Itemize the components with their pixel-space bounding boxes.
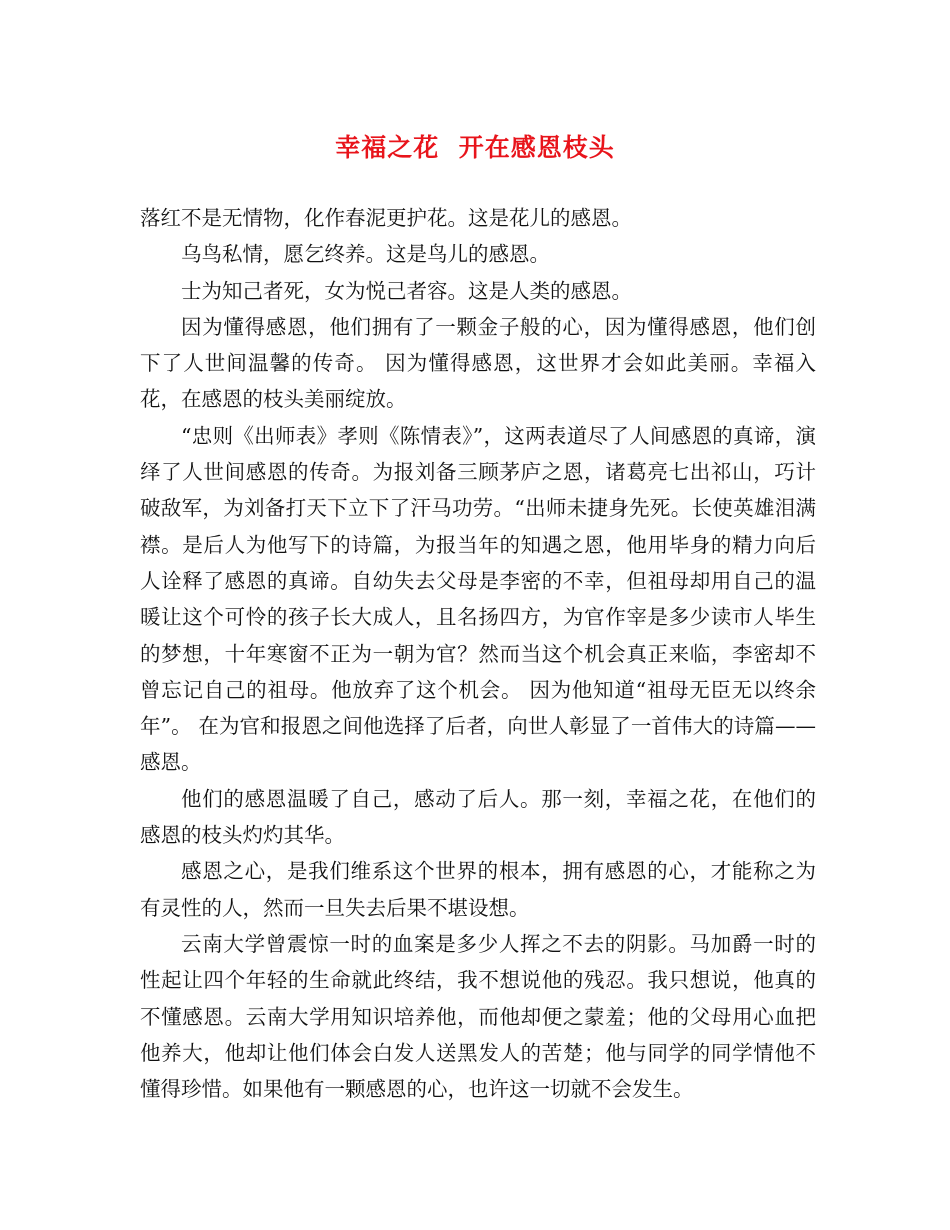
paragraph: 云南大学曾震惊一时的血案是多少人挥之不去的阴影。马加爵一时的性起让四个年轻的生命就此终结，我不想说他的残忍。我只想说，他真的不懂感恩。云南大学用知识培养他，而他却便之蒙羞；他的父母用心血把他养大，他却让他们体会白发人送黑发人的苦楚；他与同学的同学情他不懂得珍惜。如果他有一颗感恩的心，也许这一切就不会发生。 — [140, 931, 816, 1102]
paragraph: 感恩之心，是我们维系这个世界的根本，拥有感恩的心，才能称之为有灵性的人，然而一旦失去后果不堪设想。 — [140, 859, 816, 920]
paragraph: 落红不是无情物，化作春泥更护花。这是花儿的感恩。 — [140, 206, 632, 230]
paragraph: 他们的感恩温暖了自己，感动了后人。那一刻，幸福之花，在他们的感恩的枝头灼灼其华。 — [140, 786, 816, 848]
paragraph: “忠则《出师表》孝则《陈情表》”，这两表道尽了人间感恩的真谛，演绎了人世间感恩的传奇。为报刘备三顾茅庐之恩，诸葛亮七出祁山，巧计破敌军，为刘备打天下立下了汗马功劳。“出师未捷身先死。长使英雄泪满襟。是后人为他写下的诗篇，为报当年的知遇之恩，他用毕身的精力向后人诠释了感恩的真谛。自幼失去父母是李密的不幸，但祖母却用自己的温暖让这个可怜的孩子长大成人，且名扬四方，为官作宰是多少读市人毕生的梦想，十年寒窗不正为一朝为官？然而当这个机会真正来临，李密却不曾忘记自己的祖母。他放弃了这个机会。 因为他知道“祖母无臣无以终余年”。 在为官和报恩之间他选择了后者，向世人彰显了一首伟大的诗篇——感恩。 — [140, 423, 816, 775]
paragraph: 因为懂得感恩，他们拥有了一颗金子般的心，因为懂得感恩，他们创下了人世间温馨的传奇。 因为懂得感恩，这世界才会如此美丽。幸福入花，在感恩的枝头美丽绽放。 — [140, 314, 816, 412]
document-body — [140, 200, 816, 1107]
paragraph: 士为知己者死，女为悦己者容。这是人类的感恩。 — [181, 278, 632, 303]
paragraph: 乌鸟私情，愿乞终养。这是鸟儿的感恩。 — [181, 242, 550, 267]
document-title: 幸福之花 开在感恩枝头 — [335, 133, 615, 162]
